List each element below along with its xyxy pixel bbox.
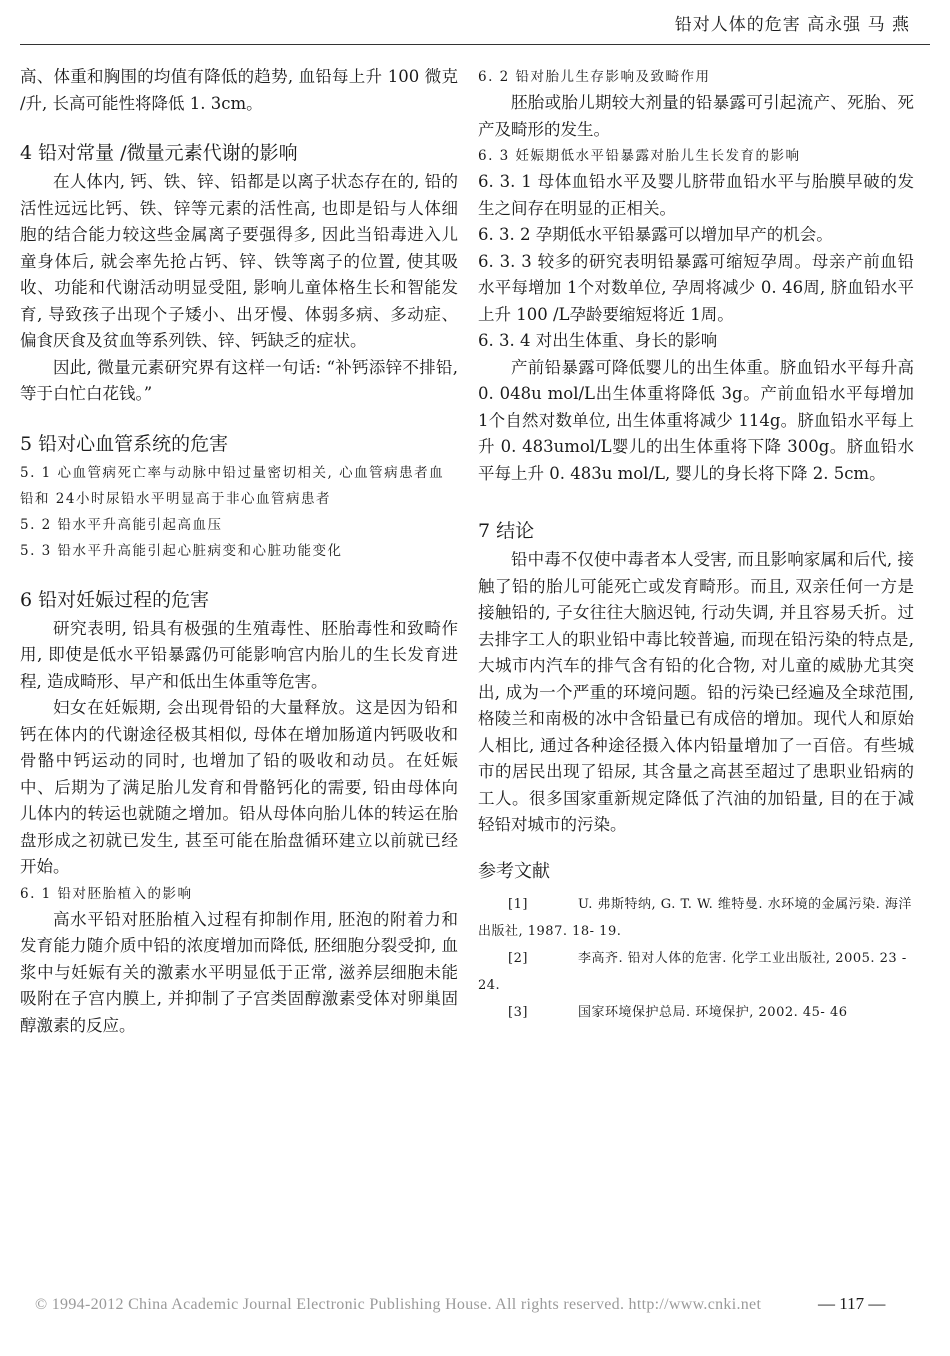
reference-text: 李高齐. 铅对人体的危害. 化学工业出版社, 2005. 23 - 24.	[478, 951, 907, 993]
paragraph: 6. 3. 1 母体血铅水平及婴儿脐带血铅水平与胎膜早破的发生之间存在明显的正相关。	[478, 172, 914, 218]
subsection-5-1: 5. 1 心血管病死亡率与动脉中铅过量密切相关, 心血管病患者血铅和 24小时尿铅水平明显高于非心血管病患者	[20, 464, 445, 507]
running-header: 铅对人体的危害 高永强 马 燕	[674, 15, 910, 35]
references-heading: 参考文献	[478, 860, 550, 882]
paragraph: 因此, 微量元素研究界有这样一句话: “补钙添锌不排铅, 等于白忙白花钱。”	[20, 357, 458, 403]
section-heading-7: 7 结论	[478, 520, 535, 542]
paragraph: 产前铅暴露可降低婴儿的出生体重。脐血铅水平每升高 0. 048u mol/L出生体重将降低 3g。产前血铅水平每增加 1个自然对数单位, 出生体重将减少 114g。脐血铅水平每上升 0. 483umol/L婴儿的出生体重将下降 300g。脐血铅水平每上升 0. 483u mol/L, 婴儿的身长将下降 2. 5cm。	[478, 357, 914, 483]
header-rule	[20, 44, 930, 45]
page-number: — 117 —	[818, 1294, 886, 1313]
reference-text: 国家环境保护总局. 环境保护, 2002. 45- 46	[578, 1005, 848, 1020]
right-column	[478, 64, 914, 1026]
subsection-6-1: 6. 1 铅对胚胎植入的影响	[20, 885, 193, 902]
reference-text: U. 弗斯特纳, G. T. W. 维特曼. 水环境的金属污染. 海洋出版社, 1987. 18- 19.	[478, 897, 912, 939]
subsection-6-2: 6. 2 铅对胎儿生存影响及致畸作用	[478, 69, 711, 85]
reference-number: [3]	[508, 1005, 528, 1020]
reference-item	[478, 945, 914, 999]
reference-number: [1]	[508, 897, 528, 912]
paragraph: 铅中毒不仅使中毒者本人受害, 而且影响家属和后代, 接触了铅的胎儿可能死亡或发育畸形。而且, 双亲任何一方是接触铅的, 子女往往大脑迟钝, 行动失调, 并且容易夭折。过去排字工人的职业铅中毒比较普遍, 而现在铅污染的特点是, 大城市内汽车的排气含有铅的化合物, 对儿童的威胁尤其突出, 成为一个严重的环境问题。铅的污染已经遍及全球范围, 格陵兰和南极的冰中含铅量已有成倍的增加。现代人和原始人相比, 通过各种途径摄入体内铅量增加了一百倍。有些城市的居民出现了铅尿, 其含量之高甚至超过了患职业铅病的工人。很多国家重新规定降低了汽油的加铅量, 目的在于减轻铅对城市的污染。	[478, 550, 914, 834]
left-column	[20, 64, 458, 1039]
paragraph: 6. 3. 4 对出生体重、身长的影响	[478, 331, 718, 350]
reference-number: [2]	[508, 951, 528, 966]
paragraph: 6. 3. 3 较多的研究表明铅暴露可缩短孕周。母亲产前血铅水平每增加 1个对数单位, 孕周将减少 0. 46周, 脐血铅水平上升 100 /L孕龄要缩短将近 1周。	[478, 251, 914, 324]
section-heading-6: 6 铅对妊娠过程的危害	[20, 588, 210, 611]
paragraph: 在人体内, 钙、铁、锌、铅都是以离子状态存在的, 铅的活性远远比钙、铁、锌等元素的活性高, 也即是铅与人体细胞的结合能力较这些金属离子要强得多, 因此当铅毒进入儿童身体后, 就会率先抢占钙、锌、铁等离子的位置, 使其吸收、功能和代谢活动明显受阻, 影响儿童体格生长和智能发育, 导致孩子出现个子矮小、出牙慢、体弱多病、多动症、偏食厌食及贫血等系列铁、锌、钙缺乏的症状。	[20, 172, 458, 350]
section-heading-5: 5 铅对心血管系统的危害	[20, 432, 229, 455]
paragraph: 高水平铅对胚胎植入过程有抑制作用, 胚泡的附着力和发育能力随介质中铅的浓度增加而降低, 胚细胞分裂受抑, 血浆中与妊娠有关的激素水平明显低于正常, 滋养层细胞未能吸附在子宫内膜上, 并抑制了子宫类固醇激素受体对卵巢固醇激素的反应。	[20, 909, 458, 1035]
paragraph: 研究表明, 铅具有极强的生殖毒性、胚胎毒性和致畸作用, 即使是低水平铅暴露仍可能影响宫内胎儿的生长发育进程, 造成畸形、早产和低出生体重等危害。	[20, 618, 458, 691]
section-heading-4: 4 铅对常量 /微量元素代谢的影响	[20, 142, 298, 164]
subsection-5-3: 5. 3 铅水平升高能引起心脏病变和心脏功能变化	[20, 542, 343, 559]
paragraph: 6. 3. 2 孕期低水平铅暴露可以增加早产的机会。	[478, 225, 833, 244]
paragraph: 胚胎或胎儿期较大剂量的铅暴露可引起流产、死胎、死产及畸形的发生。	[478, 93, 914, 139]
reference-item	[478, 891, 914, 945]
copyright-footer: © 1994-2012 China Academic Journal Electronic Publishing House. All rights reserved. http://www.cnki.net	[35, 1296, 762, 1313]
subsection-5-2: 5. 2 铅水平升高能引起高血压	[20, 516, 223, 533]
reference-item	[478, 999, 914, 1026]
subsection-6-3: 6. 3 妊娠期低水平铅暴露对胎儿生长发育的影响	[478, 148, 801, 164]
paragraph: 高、体重和胸围的均值有降低的趋势, 血铅每上升 100 微克 /升, 长高可能性将降低 1. 3cm。	[20, 67, 458, 113]
paragraph: 妇女在妊娠期, 会出现骨铅的大量释放。这是因为铅和钙在体内的代谢途径极其相似, 母体在增加肠道内钙吸收和骨骼中钙运动的同时, 也增加了铅的吸收和动员。在妊娠中、后期为了满足胎儿发育和骨骼钙化的需要, 铅由母体向儿体内的转运也就随之增加。铅从母体向胎儿体的转运在胎盘形成之初就已发生, 甚至可能在胎盘循环建立以前就已经开始。	[20, 698, 458, 876]
